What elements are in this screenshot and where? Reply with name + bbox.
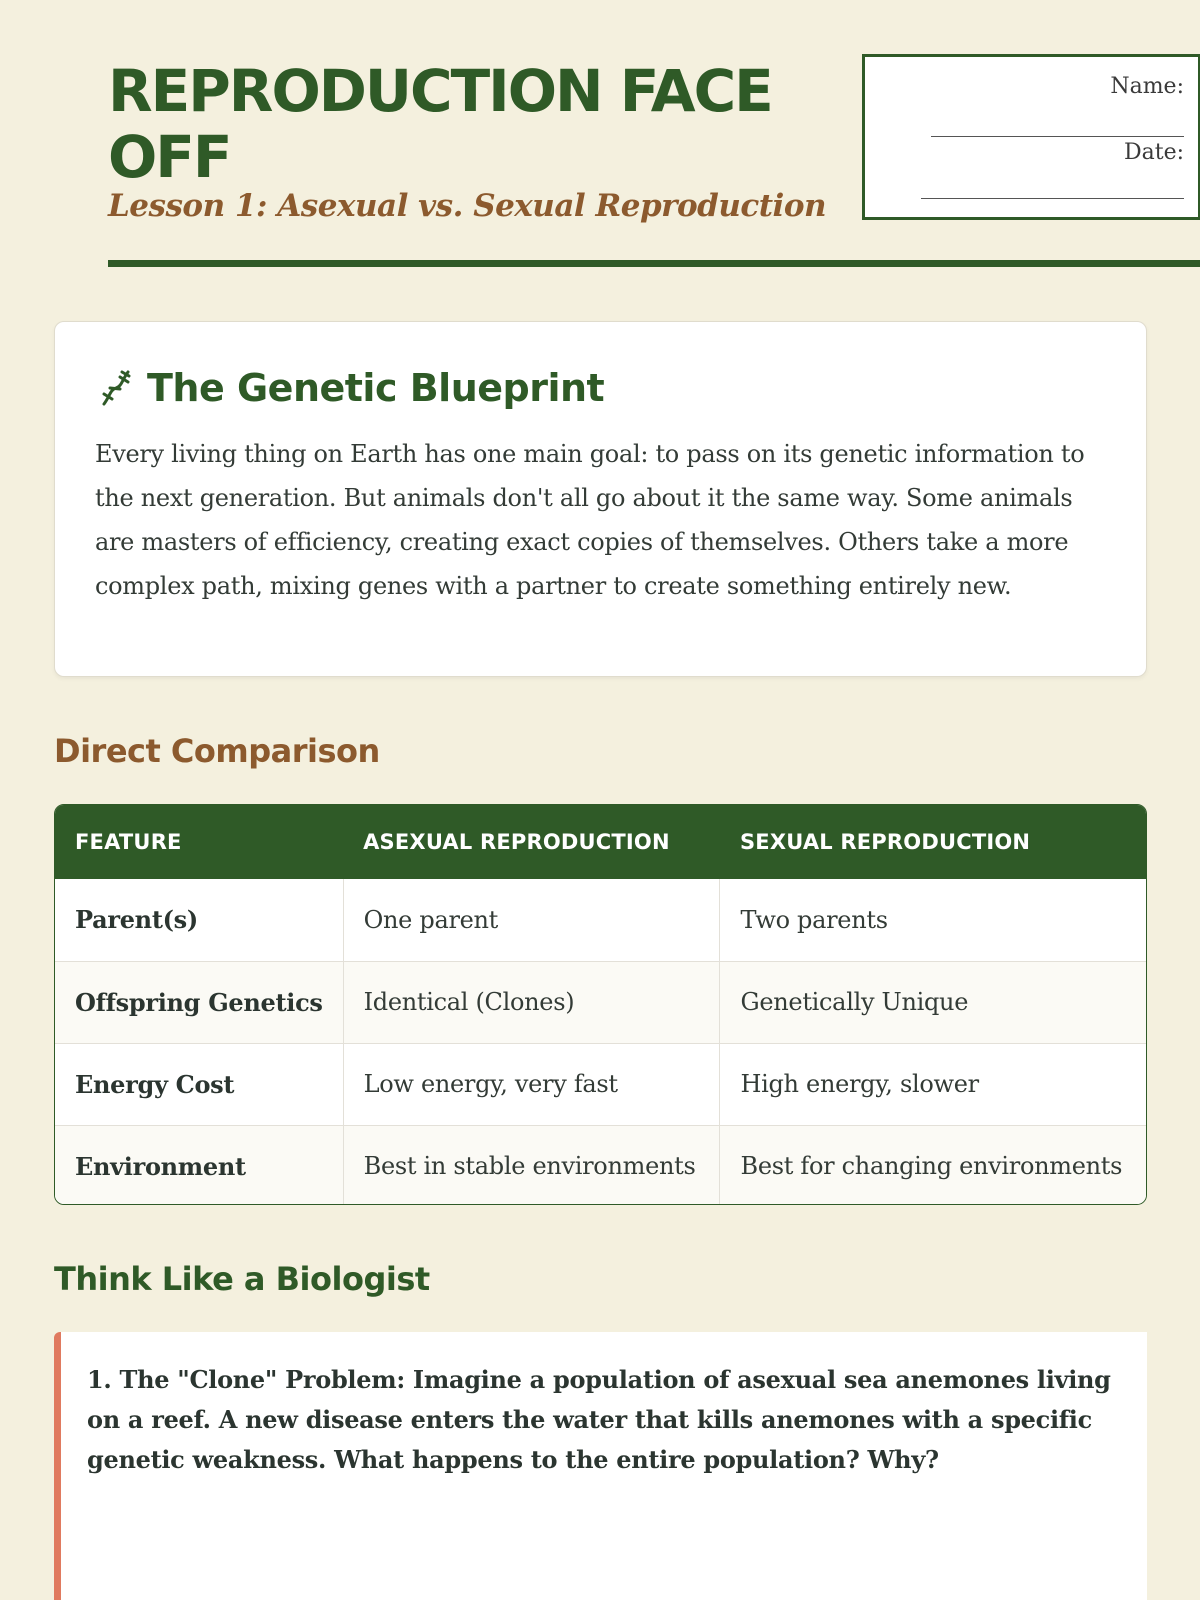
- asexual-cell: One parent: [343, 879, 720, 961]
- asexual-cell: Low energy, very fast: [343, 1043, 720, 1125]
- feature-cell: Environment: [75, 1151, 246, 1181]
- intro-card-header: [95, 362, 1106, 414]
- asexual-cell: Best in stable environments: [343, 1125, 720, 1205]
- table-row: [55, 1043, 1146, 1125]
- date-field-line[interactable]: [921, 169, 1184, 199]
- sexual-cell: Genetically Unique: [720, 961, 1146, 1043]
- name-field-line[interactable]: [931, 103, 1184, 137]
- question-prompt: 1. The "Clone" Problem: Imagine a population of asexual sea anemones living on a reef. A new disease enters the water that kills anemones with a specific genetic weakness. What happens to the entire population? Why?: [87, 1365, 1111, 1474]
- page-subtitle: Lesson 1: Asexual vs. Sexual Reproduction: [108, 188, 827, 224]
- table-row: [55, 961, 1146, 1043]
- name-label: Name:: [1110, 74, 1184, 99]
- sexual-cell: High energy, slower: [720, 1043, 1146, 1125]
- header-feature: FEATURE: [75, 830, 182, 854]
- intro-title: The Genetic Blueprint: [147, 366, 605, 410]
- header-sexual: SEXUAL REPRODUCTION: [739, 830, 1031, 854]
- comparison-table: [54, 804, 1147, 1205]
- intro-body: Every living thing on Earth has one main goal: to pass on its genetic information to the next generation. But animals don't all go about it the same way. Some animals are masters of efficiency, creating exact copies of themselves. Others take a more complex path, mixing genes with a partner to create something entirely new.: [95, 440, 1085, 600]
- feature-cell: Parent(s): [75, 905, 198, 935]
- table-row: [55, 1125, 1146, 1205]
- feature-cell: Offspring Genetics: [75, 987, 323, 1017]
- question-card: [54, 1332, 1147, 1600]
- feature-cell: Energy Cost: [75, 1069, 235, 1099]
- worksheet-header: [54, 0, 1184, 268]
- questions-heading: Think Like a Biologist: [54, 1260, 430, 1298]
- asexual-cell: Identical (Clones): [343, 961, 720, 1043]
- name-date-box: [862, 54, 1200, 220]
- table-row: [55, 879, 1146, 961]
- comparison-heading: Direct Comparison: [54, 732, 380, 770]
- dna-icon: [95, 367, 137, 409]
- header-asexual: ASEXUAL REPRODUCTION: [363, 830, 670, 854]
- sexual-cell: Two parents: [720, 879, 1146, 961]
- header-divider: [108, 260, 1200, 267]
- table-header-row: [55, 805, 1146, 879]
- sexual-cell: Best for changing environments: [720, 1125, 1146, 1205]
- intro-card: [54, 321, 1147, 677]
- page-title: REPRODUCTION FACE OFF: [108, 57, 772, 191]
- date-label: Date:: [1123, 140, 1184, 165]
